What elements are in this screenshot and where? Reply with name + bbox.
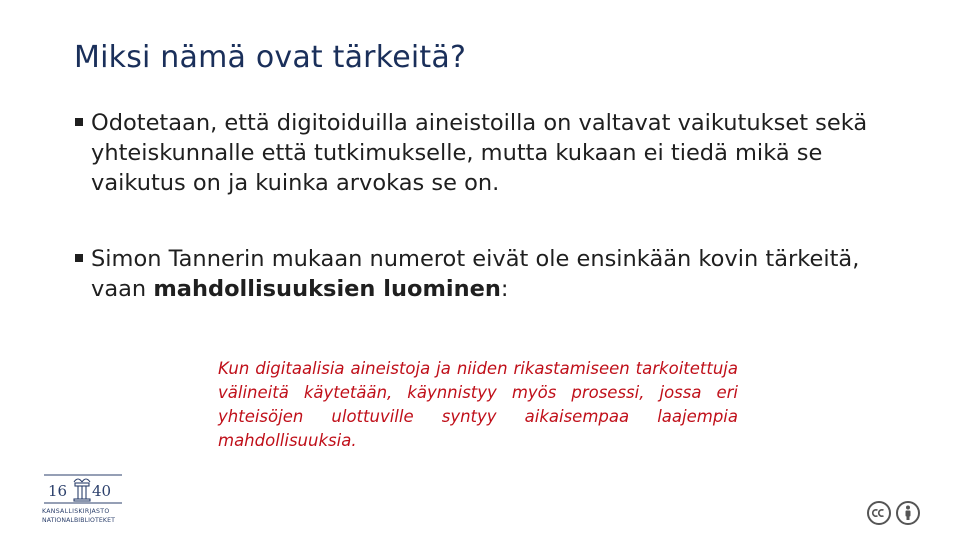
bullet-item-tanner (74, 244, 894, 304)
bullet-emphasis: mahdollisuuksien luominen (153, 276, 501, 302)
slide-title: Miksi nämä ovat tärkeitä? (74, 40, 467, 75)
logo-year-right: 40 (92, 482, 112, 500)
logo-year-left: 16 (48, 482, 68, 500)
cc-icon (868, 502, 890, 524)
bullet-text: Simon Tannerin mukaan numerot eivät ole ensinkään kovin tärkeitä, vaan (91, 246, 860, 302)
bullet-list (74, 108, 894, 304)
square-bullet-icon (75, 118, 83, 126)
attribution-icon (897, 502, 919, 524)
quote-text: Kun digitaalisia aineistoja ja niiden rikastamiseen tarkoitettuja välineitä käytetään, käynnistyy myös prosessi, jossa eri yhteisöjen ulottuville syntyy aikaisempaa laajempia mahdollisuuksia. (218, 359, 738, 450)
column-capital-icon (74, 479, 90, 501)
bullet-text: Odotetaan, että digitoiduilla aineistoilla on valtavat vaikutukset sekä yhteiskunnalle että tutkimukselle, mutta kukaan ei tiedä mikä se vaikutus on ja kuinka arvokas se on. (91, 110, 868, 196)
logo-line-2: NATIONALBIBLIOTEKET (42, 517, 115, 524)
license-badges (866, 499, 922, 527)
kansalliskirjasto-logo (30, 470, 140, 530)
logo-line-1: KANSALLISKIRJASTO (42, 508, 110, 515)
square-bullet-icon (75, 254, 83, 262)
bullet-item-expectations (74, 108, 894, 198)
bullet-text-end: : (500, 276, 509, 302)
